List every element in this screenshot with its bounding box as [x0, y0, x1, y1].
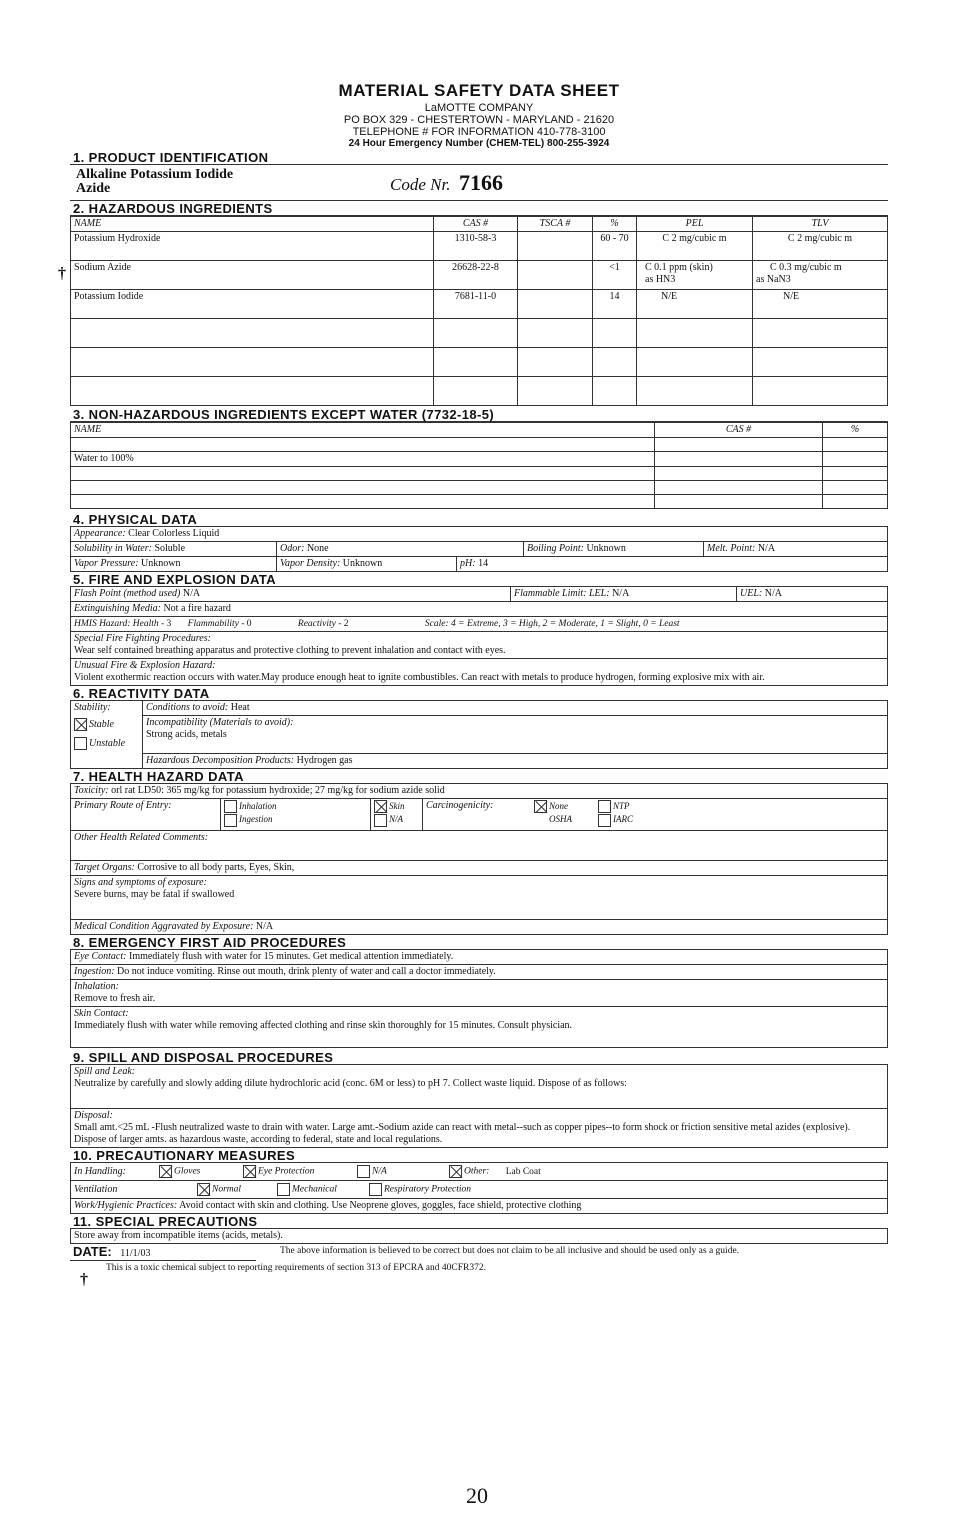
section-7-title: 7. HEALTH HAZARD DATA	[70, 770, 888, 784]
respiratory-checkbox[interactable]	[369, 1183, 382, 1196]
page-number: 20	[466, 1483, 488, 1508]
skin-contact-label: Skin Contact:	[74, 1008, 129, 1019]
eye-protection-label: Eye Protection	[258, 1166, 315, 1177]
vapor-pressure-value: Unknown	[141, 558, 181, 569]
ingredient-tlv: N/E	[753, 290, 888, 319]
ntp-label: NTP	[613, 801, 630, 811]
spill-disposal-procedures	[70, 1065, 888, 1148]
ingredient-pct: 60 - 70	[593, 232, 637, 261]
footer-date-row	[70, 1245, 888, 1261]
ingredient-pel-note: as HN3	[645, 274, 676, 285]
footnote-dagger-symbol: †	[80, 1271, 88, 1288]
ingredient-pct: <1	[593, 261, 637, 290]
spill-label: Spill and Leak:	[74, 1066, 136, 1077]
ingestion-checkbox[interactable]	[224, 814, 237, 827]
inhalation-aid-value: Remove to fresh air.	[74, 993, 156, 1004]
hmis-label: HMIS Hazard:	[74, 619, 131, 629]
company-address: PO BOX 329 - CHESTERTOWN - MARYLAND - 21620	[343, 114, 615, 126]
decomposition-value: Hydrogen gas	[296, 755, 353, 766]
document-title: MATERIAL SAFETY DATA SHEET	[338, 81, 620, 100]
ingredient-cas: 1310-58-3	[434, 232, 518, 261]
health-hazard-data	[70, 784, 888, 935]
table-row-empty	[71, 495, 888, 509]
date-label: DATE:	[73, 1244, 112, 1259]
carc-none-label: None	[549, 801, 568, 811]
ingredient-name: Potassium Iodide	[71, 290, 434, 319]
reactivity-value: 2	[343, 619, 349, 629]
boiling-point-value: Unknown	[586, 543, 626, 554]
work-practices-label: Work/Hygienic Practices:	[74, 1200, 178, 1211]
symptoms-label: Signs and symptoms of exposure:	[74, 877, 207, 888]
conditions-value: Heat	[230, 702, 250, 713]
skin-label: Skin	[389, 801, 405, 811]
route-na-label: N/A	[389, 814, 404, 825]
unstable-label: Unstable	[89, 737, 126, 749]
carc-none-checkbox[interactable]	[534, 800, 547, 813]
first-aid-procedures	[70, 950, 888, 1048]
osha-label: OSHA	[549, 814, 572, 825]
section-6-title: 6. REACTIVITY DATA	[70, 687, 888, 701]
ingredient-cas: 7681-11-0	[434, 290, 518, 319]
ingredient-name: Sodium Azide	[71, 261, 434, 290]
ingredient-tsca	[518, 290, 593, 319]
table-row-empty	[71, 348, 888, 377]
normal-checkbox[interactable]	[197, 1183, 210, 1196]
col-cas-header: CAS #	[434, 217, 518, 232]
company-name: LaMOTTE COMPANY	[424, 102, 534, 114]
eye-contact-label: Eye Contact:	[74, 951, 127, 962]
lel-label: LEL:	[589, 588, 610, 599]
hazardous-ingredients-table	[70, 216, 888, 406]
other-comments-label: Other Health Related Comments:	[74, 832, 209, 843]
ph-label: pH:	[460, 558, 476, 569]
respiratory-label: Respiratory Protection	[384, 1184, 471, 1195]
table-header-row	[71, 217, 888, 232]
document-header	[70, 80, 888, 150]
ingestion-label: Ingestion	[239, 814, 273, 825]
ingredient-tsca	[518, 261, 593, 290]
special-procedures-label: Special Fire Fighting Procedures:	[74, 633, 211, 644]
gloves-checkbox[interactable]	[159, 1165, 172, 1178]
gloves-label: Gloves	[174, 1166, 201, 1177]
iarc-label: IARC	[613, 814, 633, 825]
health-value: 3	[166, 619, 172, 629]
route-na-checkbox[interactable]	[374, 814, 387, 827]
inhalation-checkbox[interactable]	[224, 800, 237, 813]
unusual-hazard-label: Unusual Fire & Explosion Hazard:	[74, 660, 216, 671]
emergency-number: 24 Hour Emergency Number (CHEM-TEL) 800-255-3924	[348, 138, 610, 149]
reactivity-data	[70, 701, 888, 769]
other-label: Other:	[464, 1166, 490, 1177]
col-tlv-header: TLV	[753, 217, 888, 232]
stability-label: Stability:	[74, 702, 111, 713]
skin-checkbox[interactable]	[374, 800, 387, 813]
route-label: Primary Route of Entry:	[74, 800, 172, 811]
health-label: Health -	[132, 619, 165, 629]
flash-point-value: N/A	[182, 588, 201, 599]
target-organs-value: Corrosive to all body parts, Eyes, Skin,	[137, 862, 295, 873]
ingredient-tlv-note: as NaN3	[756, 274, 791, 285]
code-number: 7166	[458, 170, 503, 195]
section-8-title: 8. EMERGENCY FIRST AID PROCEDURES	[70, 936, 888, 950]
other-checkbox[interactable]	[449, 1165, 462, 1178]
flammable-limit-label: Flammable Limit:	[514, 588, 587, 599]
incompatibility-value: Strong acids, metals	[146, 729, 227, 740]
melt-point-label: Melt. Point:	[707, 543, 756, 554]
col-pct-header: %	[593, 217, 637, 232]
special-procedures-value: Wear self contained breathing apparatus and protective clothing to prevent inhalation and contact with eyes.	[74, 645, 506, 656]
section-4-title: 4. PHYSICAL DATA	[70, 513, 888, 527]
medical-condition-value: N/A	[255, 921, 274, 932]
non-hazardous-table	[70, 422, 888, 509]
carcinogenicity-label: Carcinogenicity:	[426, 800, 494, 811]
physical-data	[70, 527, 888, 572]
normal-label: Normal	[212, 1184, 242, 1195]
section-2-title: 2. HAZARDOUS INGREDIENTS	[70, 202, 888, 216]
table-row	[71, 452, 888, 467]
stable-checkbox[interactable]	[74, 718, 87, 731]
section-10-title: 10. PRECAUTIONARY MEASURES	[70, 1149, 888, 1163]
inhalation-label: Inhalation	[239, 801, 277, 811]
reactivity-label: Reactivity -	[297, 619, 342, 629]
inhalation-aid-label: Inhalation:	[74, 981, 119, 992]
product-identification	[70, 165, 888, 201]
table-row	[71, 232, 888, 261]
ntp-checkbox[interactable]	[598, 800, 611, 813]
ingredient-pel: C 2 mg/cubic m	[637, 232, 753, 261]
col-name-header: NAME	[71, 423, 655, 438]
appearance-label: Appearance:	[74, 528, 126, 539]
section-3-title: 3. NON-HAZARDOUS INGREDIENTS EXCEPT WATER (7732-18-5)	[70, 408, 888, 422]
product-name-line1: Alkaline Potassium Iodide	[76, 167, 234, 182]
col-cas-header: CAS #	[655, 423, 823, 438]
decomposition-label: Hazardous Decomposition Products:	[146, 755, 295, 766]
solubility-value: Soluble	[154, 543, 186, 554]
ingredient-tlv: C 2 mg/cubic m	[753, 232, 888, 261]
iarc-checkbox[interactable]	[598, 814, 611, 827]
mechanical-checkbox[interactable]	[277, 1183, 290, 1196]
table-row-empty	[71, 481, 888, 495]
ingestion-aid-label: Ingestion:	[74, 966, 115, 977]
section-11-title: 11. SPECIAL PRECAUTIONS	[70, 1215, 888, 1229]
melt-point-value: N/A	[757, 543, 776, 554]
eye-protection-checkbox[interactable]	[243, 1165, 256, 1178]
odor-value: None	[306, 543, 329, 554]
dagger-symbol: †	[58, 265, 66, 282]
ingredient-pel: C 0.1 ppm (skin)	[645, 262, 713, 273]
handling-label: In Handling:	[74, 1165, 126, 1177]
ph-value: 14	[478, 558, 489, 569]
solubility-label: Solubility in Water:	[74, 543, 152, 554]
odor-label: Odor:	[280, 543, 305, 554]
ventilation-label: Ventilation	[74, 1183, 118, 1195]
appearance-value: Clear Colorless Liquid	[128, 528, 220, 539]
section-1-title: 1. PRODUCT IDENTIFICATION	[70, 151, 888, 165]
flash-point-label: Flash Point (method used)	[74, 588, 181, 599]
handling-na-label: N/A	[372, 1166, 387, 1177]
section-5-title: 5. FIRE AND EXPLOSION DATA	[70, 573, 888, 587]
hmis-scale: Scale: 4 = Extreme, 3 = High, 2 = Moderate, 1 = Slight, 0 = Least	[424, 619, 680, 629]
other-value: Lab Coat	[505, 1166, 541, 1177]
product-name-line2: Azide	[76, 181, 111, 196]
mechanical-label: Mechanical	[292, 1184, 337, 1195]
extinguishing-label: Extinguishing Media:	[74, 603, 161, 614]
ingestion-aid-value: Do not induce vomiting. Rinse out mouth, drink plenty of water and call a doctor immediately.	[117, 966, 496, 977]
company-telephone: TELEPHONE # FOR INFORMATION 410-778-3100	[352, 126, 606, 138]
table-row	[71, 261, 888, 290]
table-row-empty	[71, 319, 888, 348]
eye-contact-value: Immediately flush with water for 15 minutes. Get medical attention immediately.	[128, 951, 454, 962]
ingredient-pct: 14	[593, 290, 637, 319]
col-name-header: NAME	[71, 217, 434, 232]
incompatibility-label: Incompatibility (Materials to avoid):	[146, 717, 294, 728]
table-row-empty	[71, 467, 888, 481]
toxicity-label: Toxicity:	[74, 785, 109, 796]
boiling-point-label: Boiling Point:	[527, 543, 584, 554]
medical-condition-label: Medical Condition Aggravated by Exposure:	[74, 921, 254, 932]
stable-label: Stable	[89, 718, 114, 730]
disposal-label: Disposal:	[74, 1110, 113, 1121]
uel-value: N/A	[764, 588, 782, 599]
spill-value: Neutralize by carefully and slowly adding dilute hydrochloric acid (conc. 6M or less) to pH 7. Collect waste liquid. Dispose of as follows:	[74, 1078, 627, 1089]
unstable-checkbox[interactable]	[74, 737, 87, 750]
msds-sheet	[70, 80, 888, 1275]
skin-contact-value: Immediately flush with water while removing affected clothing and rinse skin thoroughly for 15 minutes. Consult physician.	[74, 1020, 573, 1031]
conditions-label: Conditions to avoid:	[146, 702, 229, 713]
flammability-label: Flammability -	[187, 619, 245, 629]
target-organs-label: Target Organs:	[74, 862, 135, 873]
vapor-density-label: Vapor Density:	[280, 558, 341, 569]
vapor-pressure-label: Vapor Pressure:	[74, 558, 139, 569]
toxicity-value: orl rat LD50: 365 mg/kg for potassium hydroxide; 27 mg/kg for sodium azide solid	[111, 785, 445, 796]
disclaimer: The above information is believed to be correct but does not claim to be all inclusive and should be used only as a guide.	[280, 1246, 740, 1256]
date-value: 11/1/03	[120, 1248, 151, 1259]
section-9-title: 9. SPILL AND DISPOSAL PROCEDURES	[70, 1051, 888, 1065]
special-precautions-value: Store away from incompatible items (acids, metals).	[74, 1230, 283, 1241]
code-label: Code Nr.	[390, 175, 451, 194]
unusual-hazard-value: Violent exothermic reaction occurs with water.May produce enough heat to ignite combustibles. Can react with metals to produce hydrogen, forming explosive mix with air.	[74, 672, 765, 683]
lel-value: N/A	[612, 588, 630, 599]
fire-explosion-data	[70, 587, 888, 686]
work-practices-value: Avoid contact with skin and clothing. Use Neoprene gloves, goggles, face shield, protective clothing	[179, 1200, 582, 1211]
ingredient-cas: 26628-22-8	[434, 261, 518, 290]
handling-na-checkbox[interactable]	[357, 1165, 370, 1178]
col-pel-header: PEL	[637, 217, 753, 232]
disposal-value: Small amt.<25 mL -Flush neutralized waste to drain with water. Large amt.-Sodium azide can react with metal--such as copper pipes--to form shock or friction sensitive metal azides (explosive). Dispose of larger amts. as hazardous waste, according to federal, state and local regulations.	[74, 1122, 851, 1145]
table-row-empty	[71, 438, 888, 452]
symptoms-value: Severe burns, may be fatal if swallowed	[74, 889, 235, 900]
table-row-empty	[71, 377, 888, 406]
flammability-value: 0	[246, 619, 252, 629]
ingredient-name: Water to 100%	[71, 452, 655, 467]
ingredient-name: Potassium Hydroxide	[71, 232, 434, 261]
epcra-note: This is a toxic chemical subject to reporting requirements of section 313 of EPCRA and 40CFR372.	[106, 1263, 486, 1273]
special-precautions	[70, 1229, 888, 1244]
col-pct-header: %	[823, 423, 888, 438]
ingredient-tsca	[518, 232, 593, 261]
ingredient-tlv: C 0.3 mg/cubic m	[770, 262, 842, 273]
table-header-row	[71, 423, 888, 438]
table-row	[71, 290, 888, 319]
col-tsca-header: TSCA #	[518, 217, 593, 232]
vapor-density-value: Unknown	[342, 558, 383, 569]
precautionary-measures	[70, 1163, 888, 1214]
ingredient-pel: N/E	[637, 290, 753, 319]
uel-label: UEL:	[740, 588, 763, 599]
extinguishing-value: Not a fire hazard	[163, 603, 231, 614]
